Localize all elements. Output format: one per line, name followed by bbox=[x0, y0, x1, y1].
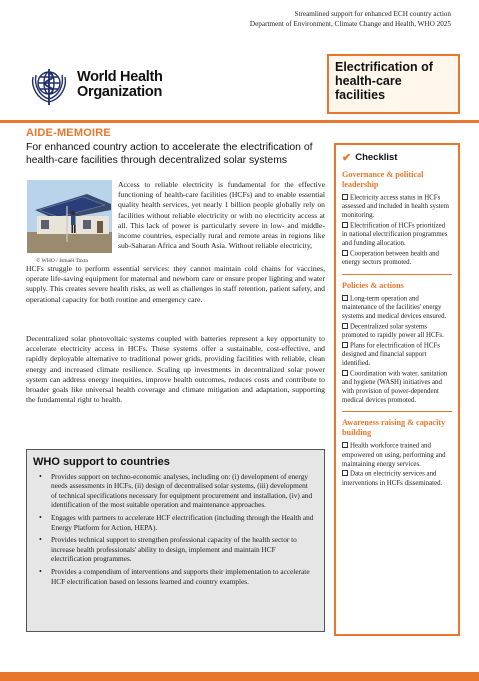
checklist-item-text: Coordination with water, sanitation and hygiene (WASH) initiatives and with provision of power-dependent medical devices promoted. bbox=[342, 370, 448, 404]
checkbox-icon bbox=[342, 295, 348, 301]
document-subtitle: For enhanced country action to accelerate the electrification of health-care facilities through decentralized solar systems bbox=[26, 142, 313, 166]
checklist-item bbox=[342, 323, 452, 341]
checklist-item bbox=[342, 222, 452, 249]
checklist-item-text: Long-term operation and maintenance of the facilities' energy systems and medical devices ensured. bbox=[342, 295, 447, 320]
logo-line-1: World Health bbox=[77, 69, 163, 85]
header-divider bbox=[0, 120, 479, 123]
checklist-header bbox=[342, 151, 452, 164]
checklist-item-text: Cooperation between health and energy sectors promoted. bbox=[342, 250, 439, 267]
who-support-box bbox=[26, 449, 325, 632]
checklist-item bbox=[342, 470, 452, 488]
checklist-item-text: Health workforce trained and empowered on using, performing and maintaining energy services. bbox=[342, 442, 446, 468]
checkbox-icon bbox=[342, 250, 348, 256]
intro-paragraph-right: Access to reliable electricity is fundamental for the effective functioning of health-care facilities (HCFs) and to enable essential quality health services, yet nearly 1 billion people globally rely on facilities without reliable electricity or with no electricity access at all. This lack of power is particularly severe in low- and middle-income countries, especially rural and remote areas in regions like sub-Saharan Africa and South Asia. Without reliable electricity, bbox=[118, 180, 325, 251]
header-line-1: Streamlined support for enhanced ECH country action bbox=[294, 10, 451, 18]
checklist-item bbox=[342, 442, 452, 469]
who-emblem-icon bbox=[27, 63, 71, 107]
checklist-item bbox=[342, 250, 452, 268]
checklist-item bbox=[342, 370, 452, 406]
header-note bbox=[250, 10, 451, 29]
list-item: • Provides technical support to strengthen professional capacity of the health sector to increase health professionals' ability to design, implement and maintain HCF electrification programmes. bbox=[33, 535, 314, 563]
checkbox-icon bbox=[342, 342, 348, 348]
who-logo bbox=[27, 59, 177, 111]
list-item: • Engages with partners to accelerate HCF electrification (including through the Health and Energy Platform for Action, HEPA). bbox=[33, 513, 314, 532]
checkbox-icon bbox=[342, 470, 348, 476]
checklist-item bbox=[342, 194, 452, 221]
aide-memoire-label: AIDE-MEMOIRE bbox=[26, 127, 111, 139]
checkbox-icon bbox=[342, 442, 348, 448]
document-title-box bbox=[327, 54, 460, 114]
photo-caption: © WHO / Ismaël Taxta bbox=[36, 258, 88, 264]
list-item: • Provides a compendium of interventions and supports their implementation to accelerate HCF electrification based on lessons learned and country examples. bbox=[33, 567, 314, 586]
checklist-section-heading: Policies & actions bbox=[342, 280, 404, 290]
intro-paragraph-continued: HCFs struggle to perform essential services: they cannot maintain cold chains for vaccines, operate life-saving equipment for maternal and newborn care or ensure proper lighting and water supply. This creates severe health risks, as well as challenges in staff retention, patient safety, and operational capacity for both routine and emergency care. bbox=[26, 264, 325, 304]
checklist-section-heading: Awareness raising & capacity building bbox=[342, 418, 446, 438]
checkbox-icon bbox=[342, 222, 348, 228]
who-support-list bbox=[33, 472, 314, 586]
title-line-1: Electrification of bbox=[335, 60, 433, 74]
checklist-item bbox=[342, 342, 452, 369]
checklist-item-text: Electrification of HCFs prioritized in national electrification programmes and funding allocation. bbox=[342, 222, 448, 247]
section-divider bbox=[342, 274, 452, 275]
title-line-2: health-care bbox=[335, 74, 402, 88]
logo-line-2: Organization bbox=[77, 84, 163, 100]
checkbox-icon bbox=[342, 194, 348, 200]
checklist-item bbox=[342, 295, 452, 322]
checklist-title: Checklist bbox=[355, 152, 398, 163]
who-support-title: WHO support to countries bbox=[33, 456, 170, 468]
header-line-2: Department of Environment, Climate Change and Health, WHO 2025 bbox=[249, 19, 451, 28]
solar-paragraph: Decentralized solar photovoltaic systems coupled with batteries represent a key opportunity to accelerate electricity access in HCFs. These systems offer a sustainable, cost-effective, and rapidly deployable alternative to traditional power grids, providing facilities with reliable, clean energy and increased climate resilience. Scaling up investments in decentralized solar power system can address energy inequities, improve health outcomes, reduces costs and contribute to broader goals like universal health coverage and climate mitigation and adaptation, supporting the fundamental right to health. bbox=[26, 334, 325, 405]
checklist-item-text: Electricity access status in HCFs assessed and included in health system monitoring. bbox=[342, 194, 449, 220]
checkbox-icon bbox=[342, 370, 348, 376]
checkmark-icon: ✔ bbox=[342, 152, 352, 164]
list-item: • Provides support on techno-economic analyses, including on: (i) development of energy needs assessments in HCFs, (ii) design of decentralised solar systems, (iii) development of technical specifications necessary for equipment procurement and installation, (iv) and identification of the most suitable operation and maintenance approaches. bbox=[33, 472, 314, 510]
solar-facility-photo bbox=[27, 180, 112, 253]
checklist-item-text: Plans for electrification of HCFs designed and financial support identified. bbox=[342, 342, 440, 367]
checklist-item-text: Decentralized solar systems promoted to rapidly power all HCFs. bbox=[342, 323, 444, 340]
who-wordmark bbox=[77, 70, 163, 100]
checklist-section-heading: Governance & political leadership bbox=[342, 170, 424, 189]
title-line-3: facilities bbox=[335, 88, 386, 102]
footer-bar bbox=[0, 672, 479, 681]
checklist-item-text: Data on electricity services and interventions in HCFs disseminated. bbox=[342, 470, 443, 487]
checkbox-icon bbox=[342, 323, 348, 329]
section-divider bbox=[342, 411, 452, 412]
checklist-panel bbox=[334, 143, 460, 636]
